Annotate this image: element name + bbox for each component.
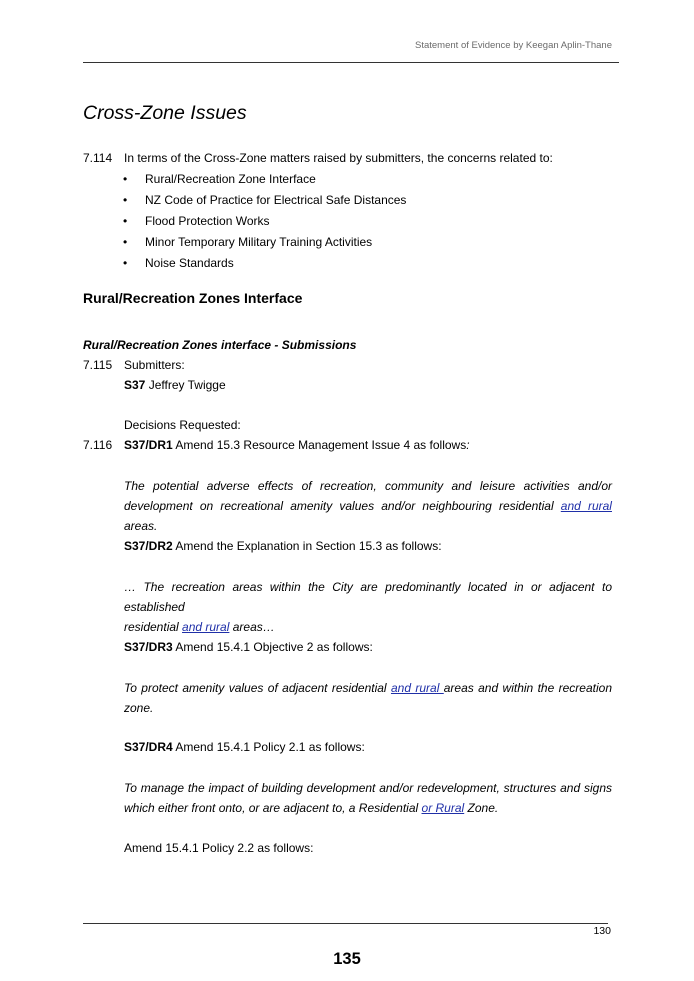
dr2-heading xyxy=(124,539,442,553)
dr2-quote xyxy=(124,577,612,637)
dr1-quote-text: development on recreational amenity values and/or neighbouring residential xyxy=(124,499,561,513)
dr3-quote-text: To protect amenity values of adjacent residential xyxy=(124,681,391,695)
para-number-7-115: 7.115 xyxy=(83,358,113,372)
bullet-text: NZ Code of Practice for Electrical Safe Distances xyxy=(145,193,407,207)
dr2-quote-line1: … The recreation areas within the City are predominantly located in or adjacent to established xyxy=(124,580,612,614)
submissions-heading: Rural/Recreation Zones interface - Submissions xyxy=(83,338,357,352)
submitter-entry xyxy=(124,378,226,392)
dr4-code: S37/DR4 xyxy=(124,740,173,754)
bullet-icon: • xyxy=(123,214,128,228)
bullet-text: Rural/Recreation Zone Interface xyxy=(145,172,316,186)
dr4-quote-tail: Zone. xyxy=(464,801,499,815)
dr1-text: Amend 15.3 Resource Management Issue 4 as follows xyxy=(172,438,467,452)
dr4-quote-text: which either front onto, or are adjacent to, a Residential xyxy=(124,801,422,815)
dr3-quote xyxy=(124,678,612,718)
dr2-quote-text: residential xyxy=(124,620,183,634)
dr4-inserted-text: or Rural xyxy=(421,801,465,815)
decisions-label: Decisions Requested: xyxy=(124,418,241,432)
dr4-text: Amend 15.4.1 Policy 2.1 as follows: xyxy=(172,740,365,754)
bullet-text: Noise Standards xyxy=(145,256,234,270)
dr4-quote-line2 xyxy=(124,798,612,818)
dr2-quote-line2 xyxy=(124,617,612,637)
dr1-quote xyxy=(124,476,612,536)
dr3-quote-line1 xyxy=(124,678,612,698)
dr2-inserted-text: and rural xyxy=(182,620,230,634)
bullet-icon: • xyxy=(123,172,128,186)
dr4-quote xyxy=(124,778,612,818)
submitters-label: Submitters: xyxy=(124,358,185,372)
submitter-code: S37 xyxy=(124,378,146,392)
para-number-7-114: 7.114 xyxy=(83,151,113,165)
dr3-quote-line2: zone. xyxy=(124,701,154,715)
dr1-code: S37/DR1 xyxy=(124,438,173,452)
subsection-title: Rural/Recreation Zones Interface xyxy=(83,290,303,306)
dr1-quote-line2 xyxy=(124,496,612,536)
dr1-colon: : xyxy=(466,438,470,452)
running-header: Statement of Evidence by Keegan Aplin-Thane xyxy=(415,40,612,51)
amend-policy-2-2: Amend 15.4.1 Policy 2.2 as follows: xyxy=(124,841,314,855)
dr3-text: Amend 15.4.1 Objective 2 as follows: xyxy=(172,640,373,654)
dr2-code: S37/DR2 xyxy=(124,539,173,553)
bullet-text: Flood Protection Works xyxy=(145,214,270,228)
bullet-icon: • xyxy=(123,235,128,249)
dr2-quote-tail: areas… xyxy=(229,620,275,634)
dr4-heading xyxy=(124,740,365,754)
dr1-inserted-text: and rural xyxy=(560,499,612,513)
dr3-heading xyxy=(124,640,373,654)
page-number: 130 xyxy=(593,925,611,937)
bullet-icon: • xyxy=(123,193,128,207)
dr2-text: Amend the Explanation in Section 15.3 as follows: xyxy=(172,539,442,553)
bundle-page-number: 135 xyxy=(333,950,361,968)
header-rule xyxy=(83,62,619,63)
para-text-7-114: In terms of the Cross-Zone matters raised by submitters, the concerns related to: xyxy=(124,151,553,165)
dr1-quote-tail: areas. xyxy=(124,519,158,533)
dr3-inserted-text: and rural xyxy=(390,681,444,695)
submitter-name: Jeffrey Twigge xyxy=(145,378,226,392)
dr3-code: S37/DR3 xyxy=(124,640,173,654)
section-title: Cross-Zone Issues xyxy=(83,102,247,124)
bullet-icon: • xyxy=(123,256,128,270)
dr1-quote-line1: The potential adverse effects of recreation, community and leisure activities and/or xyxy=(124,479,612,493)
dr3-quote-tail: areas and within the recreation xyxy=(443,681,612,695)
dr1-heading xyxy=(124,438,470,452)
para-number-7-116: 7.116 xyxy=(83,438,113,452)
bullet-text: Minor Temporary Military Training Activities xyxy=(145,235,373,249)
footer-rule xyxy=(83,923,608,924)
dr4-quote-line1: To manage the impact of building development and/or redevelopment, structures and signs xyxy=(124,781,612,795)
